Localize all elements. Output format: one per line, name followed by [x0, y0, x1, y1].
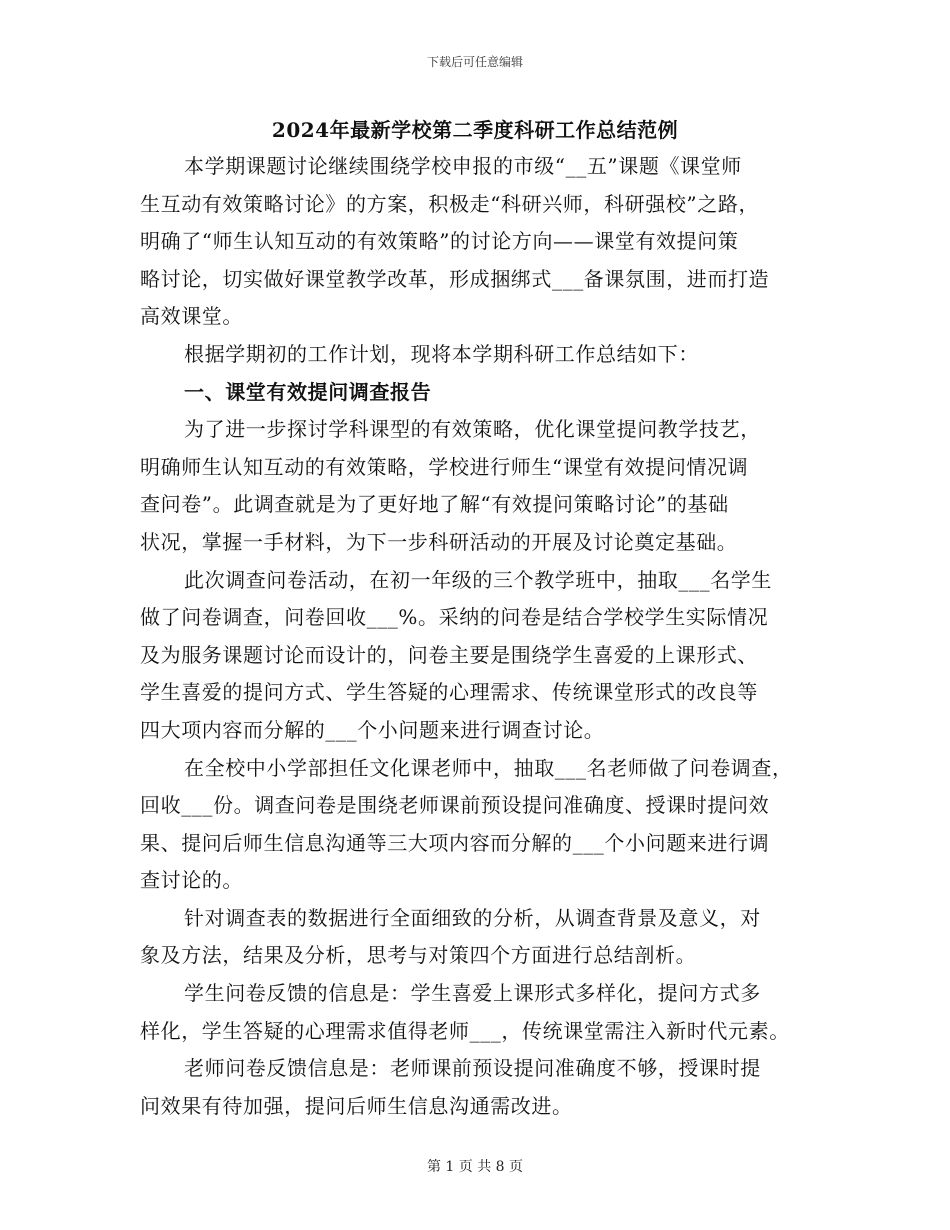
- body-line: 学生问卷反馈的信息是：学生喜爱上课形式多样化，提问方式多: [184, 981, 761, 1006]
- body-line: 明确师生认知互动的有效策略，学校进行师生“课堂有效提问情况调: [140, 454, 749, 479]
- document-body: [140, 148, 820, 1125]
- body-line: 状况，掌握一手材料，为下一步科研活动的开展及讨论奠定基础。: [140, 529, 738, 554]
- body-line: 生互动有效策略讨论》的方案，积极走“科研兴师，科研强校”之路，: [140, 191, 760, 216]
- body-line: 高效课堂。: [140, 304, 243, 329]
- body-line: 此次调查问卷活动，在初一年级的三个教学班中，抽取___名学生: [184, 567, 772, 592]
- header-note: 下载后可任意编辑: [426, 55, 523, 69]
- body-line: 学生喜爱的提问方式、学生答疑的心理需求、传统课堂形式的改良等: [140, 680, 758, 705]
- document-title: 2024年最新学校第二季度科研工作总结范例: [271, 118, 679, 142]
- body-line: 查讨论的。: [140, 868, 243, 893]
- body-line: 回收___份。调查问卷是围绕老师课前预设提问准确度、授课时提问效: [140, 793, 770, 818]
- body-line: 老师问卷反馈信息是：老师课前预设提问准确度不够，授课时提: [184, 1056, 761, 1081]
- body-line: 象及方法，结果及分析，思考与对策四个方面进行总结剖析。: [140, 943, 697, 968]
- body-line: 为了进一步探讨学科课型的有效策略，优化课堂提问教学技艺，: [184, 417, 761, 442]
- body-line: 样化，学生答疑的心理需求值得老师___，传统课堂需注入新时代元素。: [140, 1018, 790, 1043]
- body-line: 查问卷”。此调查就是为了更好地了解“有效提问策略讨论”的基础: [140, 492, 729, 517]
- section-heading: 一、课堂有效提问调查报告: [184, 379, 432, 404]
- body-line: 根据学期初的工作计划，现将本学期科研工作总结如下：: [184, 341, 699, 366]
- body-line: 在全校中小学部担任文化课老师中，抽取___名老师做了问卷调查，: [184, 755, 793, 780]
- body-line: 四大项内容而分解的___个小问题来进行调查讨论。: [140, 717, 605, 742]
- page-number: 第 1 页 共 8 页: [426, 1159, 524, 1175]
- body-line: 针对调查表的数据进行全面细致的分析，从调查背景及意义，对: [184, 905, 761, 930]
- body-line: 果、提问后师生信息沟通等三大项内容而分解的___个小问题来进行调: [140, 830, 770, 855]
- body-line: 问效果有待加强，提问后师生信息沟通需改进。: [140, 1093, 573, 1118]
- body-line: 本学期课题讨论继续围绕学校申报的市级“__五”课题《课堂师: [184, 154, 742, 178]
- body-line: 做了问卷调查，问卷回收___%。采纳的问卷是结合学校学生实际情况: [140, 605, 769, 630]
- body-line: 明确了“师生认知互动的有效策略”的讨论方向——课堂有效提问策: [140, 229, 739, 254]
- body-line: 及为服务课题讨论而设计的，问卷主要是围绕学生喜爱的上课形式、: [140, 642, 758, 667]
- body-line: 略讨论，切实做好课堂教学改革，形成捆绑式___备课氛围，进而打造: [140, 266, 770, 291]
